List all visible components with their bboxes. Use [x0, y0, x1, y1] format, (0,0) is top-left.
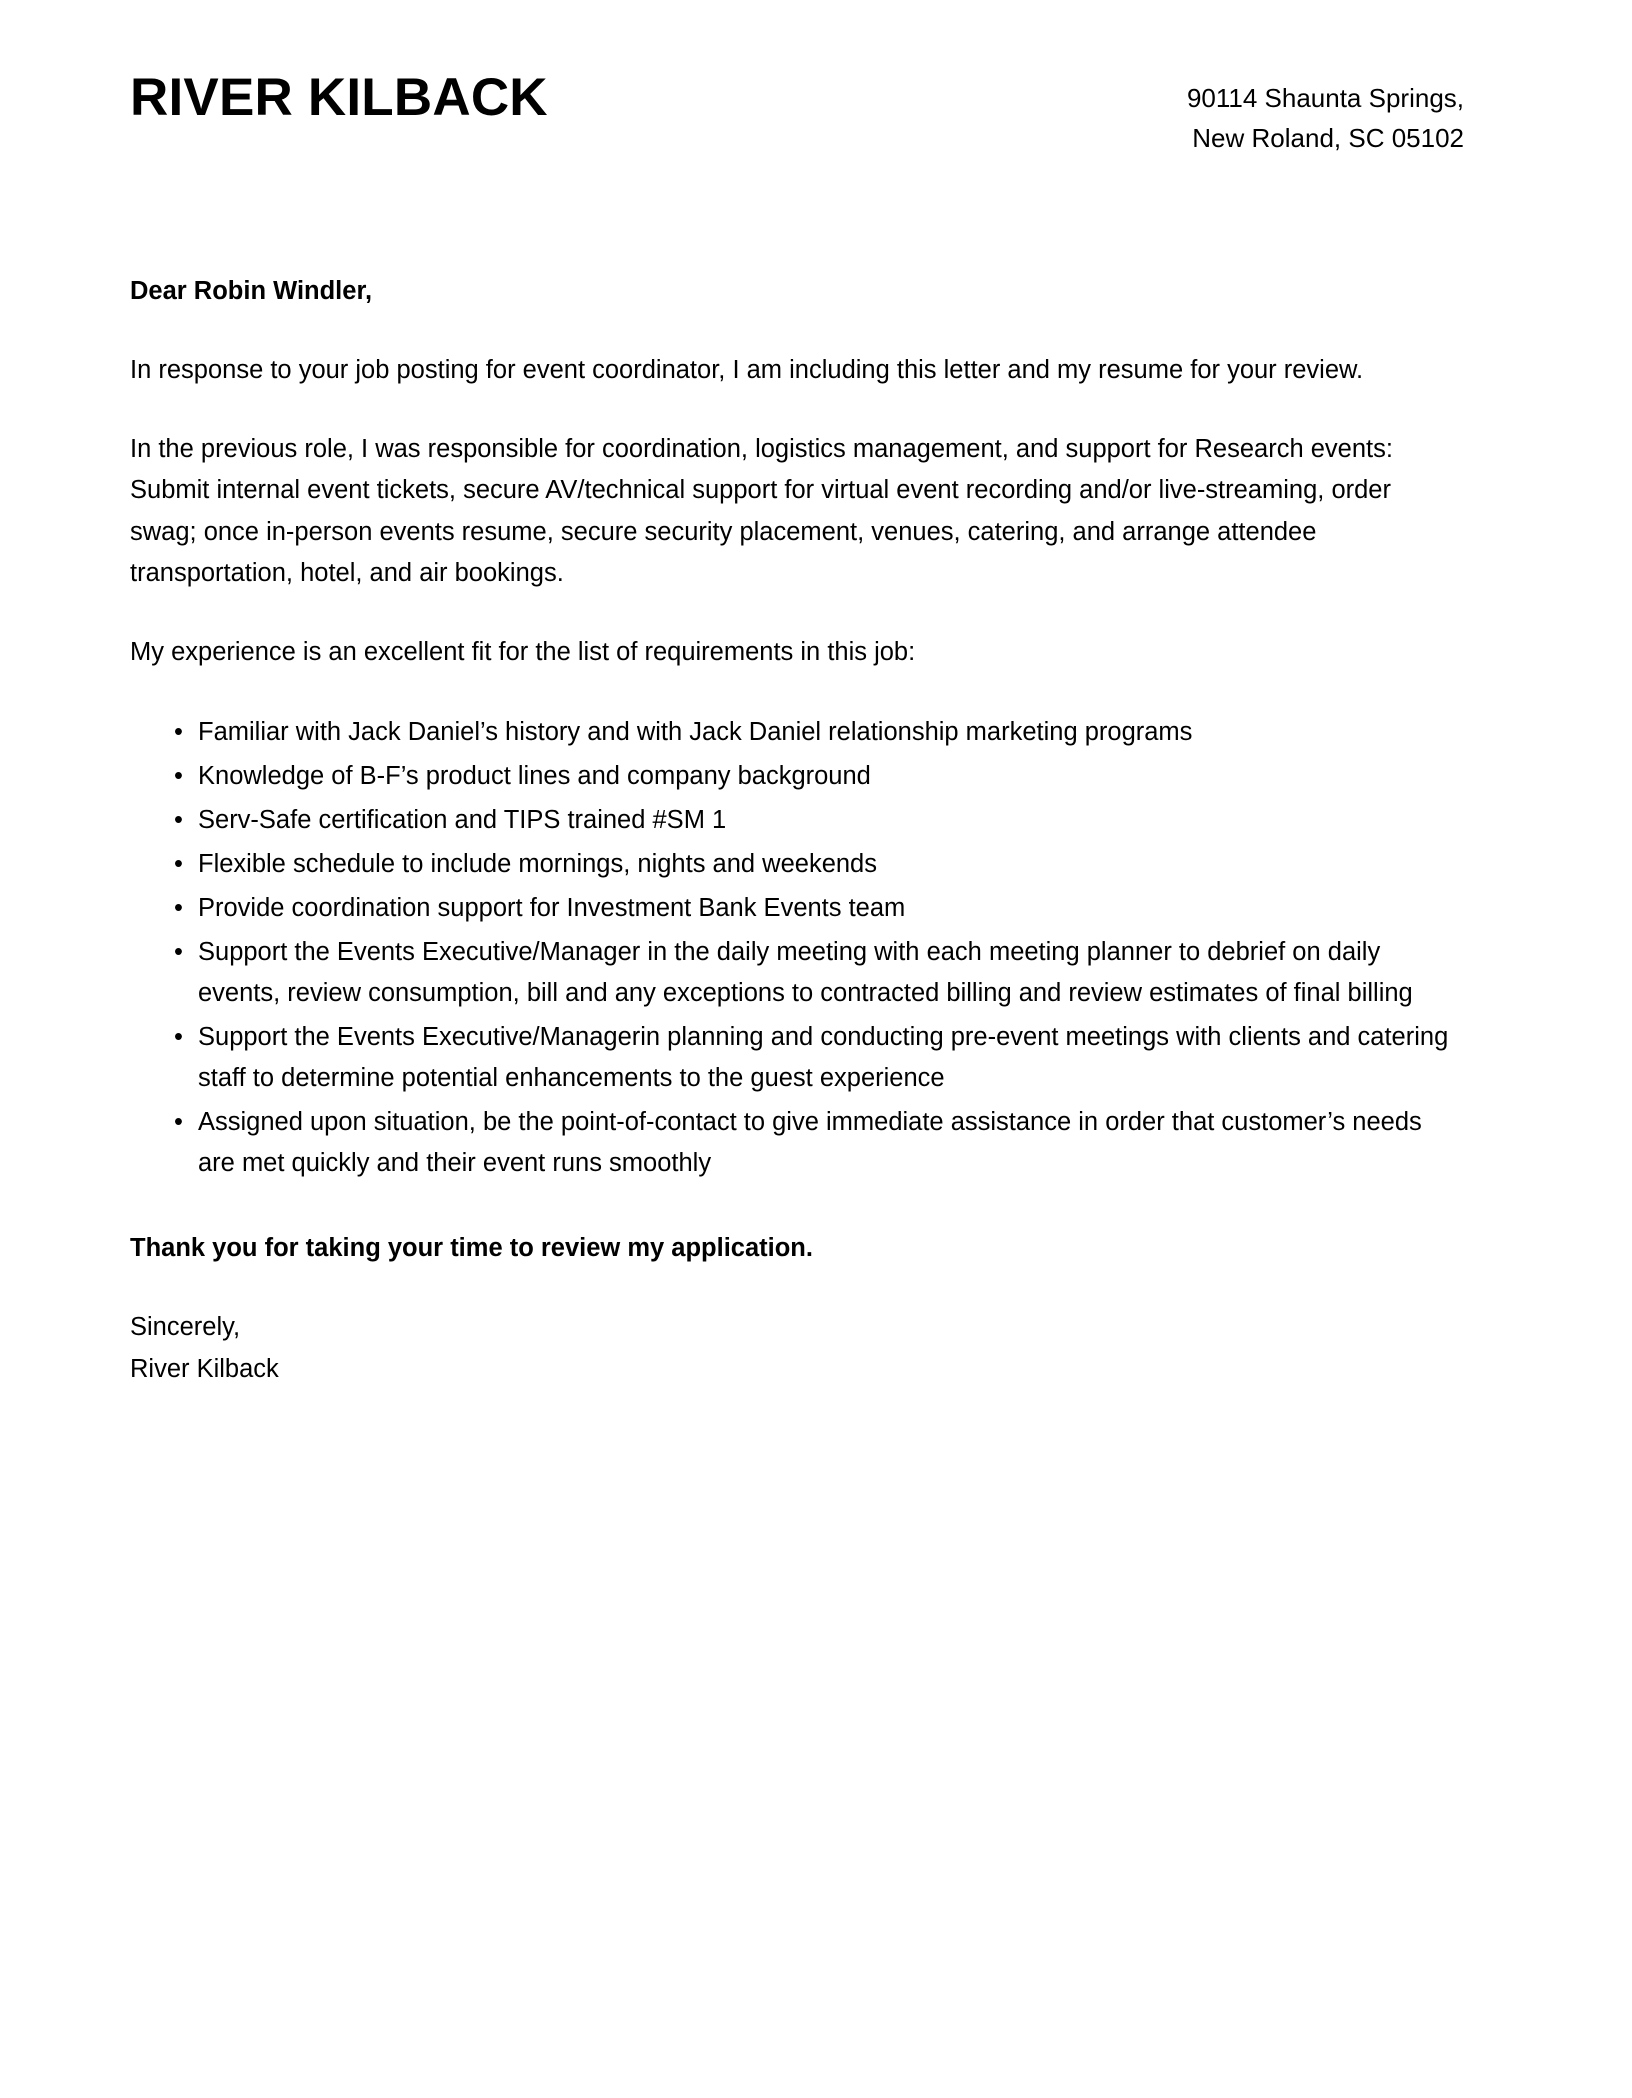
letter-header: [130, 60, 1464, 159]
list-item: • Support the Events Executive/Managerin planning and conducting pre-event meetings with clients and catering staff to determine potential enhancements to the guest experience: [174, 1017, 1464, 1099]
list-item: • Provide coordination support for Investment Bank Events team: [174, 888, 1464, 929]
body-paragraph-requirements-lead: My experience is an excellent fit for the list of requirements in this job:: [130, 638, 916, 667]
address-line-city-state-zip: New Roland, SC 05102: [1192, 123, 1464, 154]
letter-body: [130, 271, 1464, 1390]
list-item: • Support the Events Executive/Manager in the daily meeting with each meeting planner to debrief on daily events, review consumption, bill and any exceptions to contracted billing and review estimates of final billing: [174, 932, 1464, 1014]
qualifications-list: [130, 712, 1464, 1185]
signature-block: [130, 1307, 1464, 1390]
salutation: Dear Robin Windler,: [130, 276, 373, 305]
page-title: RIVER KILBACK: [130, 68, 548, 127]
list-item: • Flexible schedule to include mornings, nights and weekends: [174, 844, 1464, 885]
list-item: • Serv-Safe certification and TIPS trained #SM 1: [174, 800, 1464, 841]
body-paragraph-experience: In the previous role, I was responsible for coordination, logistics management, and support for Research events: Submit internal event tickets, secure AV/technical support for virtual event recording and/or live-streaming, order swag; once in-person events resume, secure security placement, venues, catering, and arrange attendee transportation, hotel, and air bookings.: [130, 435, 1393, 588]
list-item: • Familiar with Jack Daniel’s history and with Jack Daniel relationship marketing programs: [174, 712, 1464, 753]
list-item: • Assigned upon situation, be the point-of-contact to give immediate assistance in order that customer’s needs are met quickly and their event runs smoothly: [174, 1102, 1464, 1184]
address-line-street: 90114 Shaunta Springs,: [1186, 83, 1464, 113]
signoff-label: Sincerely,: [130, 1313, 241, 1342]
sender-address-block: [1187, 68, 1464, 159]
body-paragraph-intro: In response to your job posting for event coordinator, I am including this letter and my resume for your review.: [130, 355, 1364, 384]
closing-thanks-line: Thank you for taking your time to review my application.: [130, 1234, 813, 1263]
list-item: • Knowledge of B-F’s product lines and company background: [174, 756, 1464, 797]
signature-name: River Kilback: [130, 1354, 279, 1383]
